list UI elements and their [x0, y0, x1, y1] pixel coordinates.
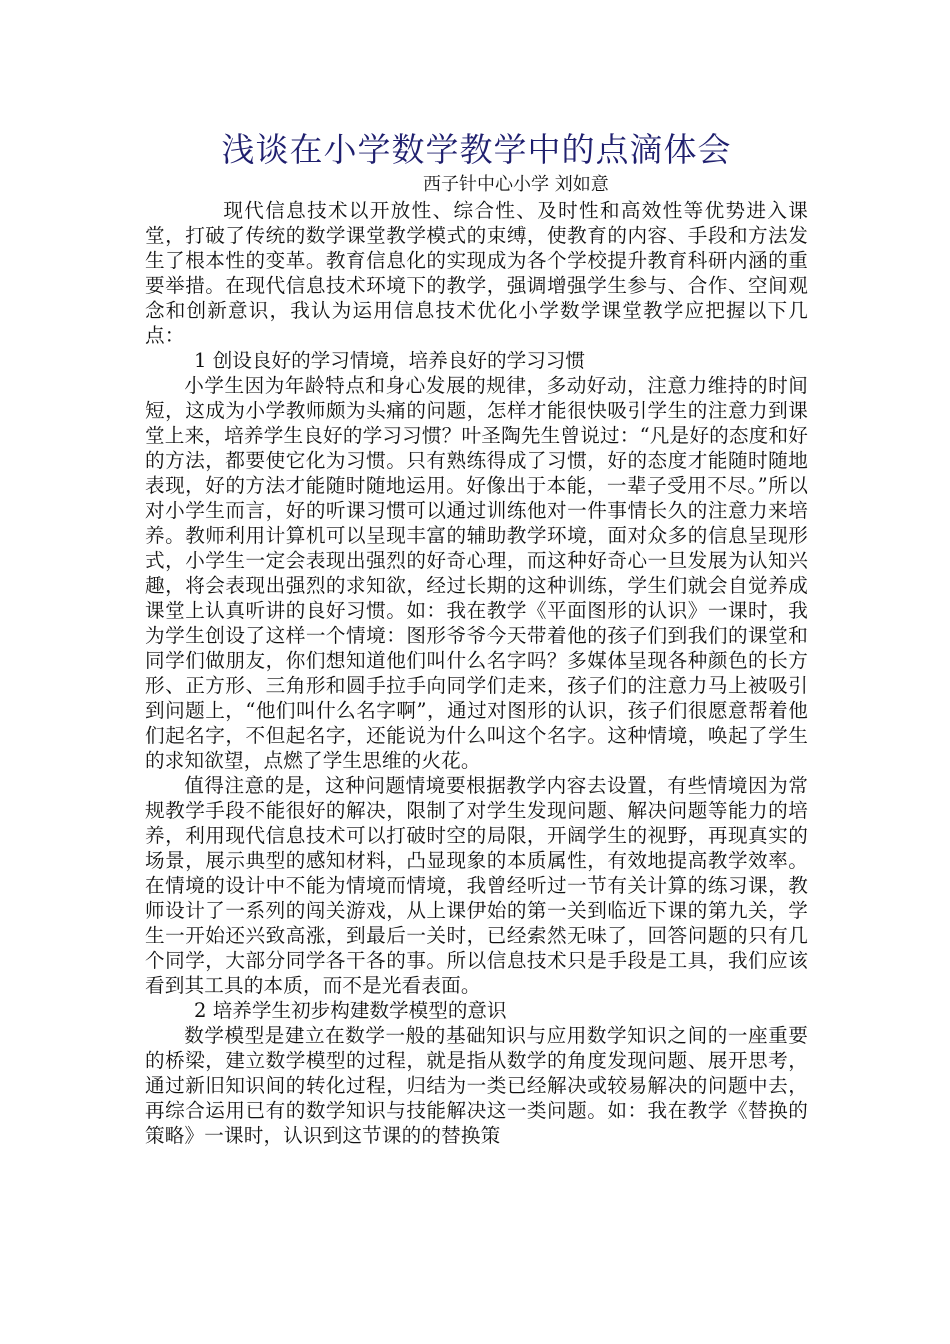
- author-line: 西子针中心小学 刘如意: [423, 174, 609, 195]
- section-2-paragraph-1: 数学模型是建立在数学一般的基础知识与应用数学知识之间的一座重要的桥梁，建立数学模型的过程，就是指从数学的角度发现问题、展开思考，通过新旧知识间的转化过程，归结为一类已经解决或较易解决的问题中去，再综合运用已有的数学知识与技能解决这一类问题。如：我在教学《替换的策略》一课时，认识到这节课的的替换策: [145, 1024, 808, 1147]
- section-1-paragraph-1: 小学生因为年龄特点和身心发展的规律，多动好动，注意力维持的时间短，这成为小学教师颇为头痛的问题，怎样才能很快吸引学生的注意力到课堂上来，培养学生良好的学习习惯？叶圣陶先生曾说过：“凡是好的态度和好的方法，都要使它化为习惯。只有熟练得成了习惯，好的态度才能随时随地表现，好的方法才能随时随地运用。好像出于本能，一辈子受用不尽。”所以对小学生而言，好的听课习惯可以通过训练他对一件事情长久的注意力来培养。教师利用计算机可以呈现丰富的辅助教学环境，面对众多的信息呈现形式，小学生一定会表现出强烈的好奇心理，而这种好奇心一旦发展为认知兴趣，将会表现出强烈的求知欲，经过长期的这种训练，学生们就会自觉养成课堂上认真听讲的良好习惯。如：我在教学《平面图形的认识》一课时，我为学生创设了这样一个情境：图形爷爷今天带着他的孩子们到我们的课堂和同学们做朋友，你们想知道他们叫什么名字吗？多媒体呈现各种颜色的长方形、正方形、三角形和圆手拉手向同学们走来，孩子们的注意力马上被吸引到问题上，“他们叫什么名字啊”，通过对图形的认识，孩子们很愿意帮着他们起名字，不但起名字，还能说为什么叫这个名字。这种情境，唤起了学生的求知欲望，点燃了学生思维的火花。: [145, 374, 808, 772]
- section-1-heading: 1 创设良好的学习情境，培养良好的学习习惯: [194, 349, 585, 372]
- document-body: [145, 128, 808, 1148]
- section-2-heading: 2 培养学生初步构建数学模型的意识: [194, 999, 507, 1022]
- intro-paragraph: 现代信息技术以开放性、综合性、及时性和高效性等优势进入课堂，打破了传统的数学课堂教学模式的束缚，使教育的内容、手段和方法发生了根本性的变革。教育信息化的实现成为各个学校提升教育科研内涵的重要举措。在现代信息技术环境下的教学，强调增强学生参与、合作、空间观念和创新意识，我认为运用信息技术优化小学数学课堂教学应把握以下几点：: [145, 199, 808, 347]
- section-1-paragraph-2: 值得注意的是，这种问题情境要根据教学内容去设置，有些情境因为常规教学手段不能很好的解决，限制了对学生发现问题、解决问题等能力的培养，利用现代信息技术可以打破时空的局限，开阔学生的视野，再现真实的场景，展示典型的感知材料，凸显现象的本质属性，有效地提高教学效率。在情境的设计中不能为情境而情境，我曾经听过一节有关计算的练习课，教师设计了一系列的闯关游戏，从上课伊始的第一关到临近下课的第九关，学生一开始还兴致高涨，到最后一关时，已经索然无味了，回答问题的只有几个同学，大部分同学各干各的事。所以信息技术只是手段是工具，我们应该看到其工具的本质，而不是光看表面。: [145, 774, 808, 997]
- document-title: 浅谈在小学数学教学中的点滴体会: [221, 130, 732, 169]
